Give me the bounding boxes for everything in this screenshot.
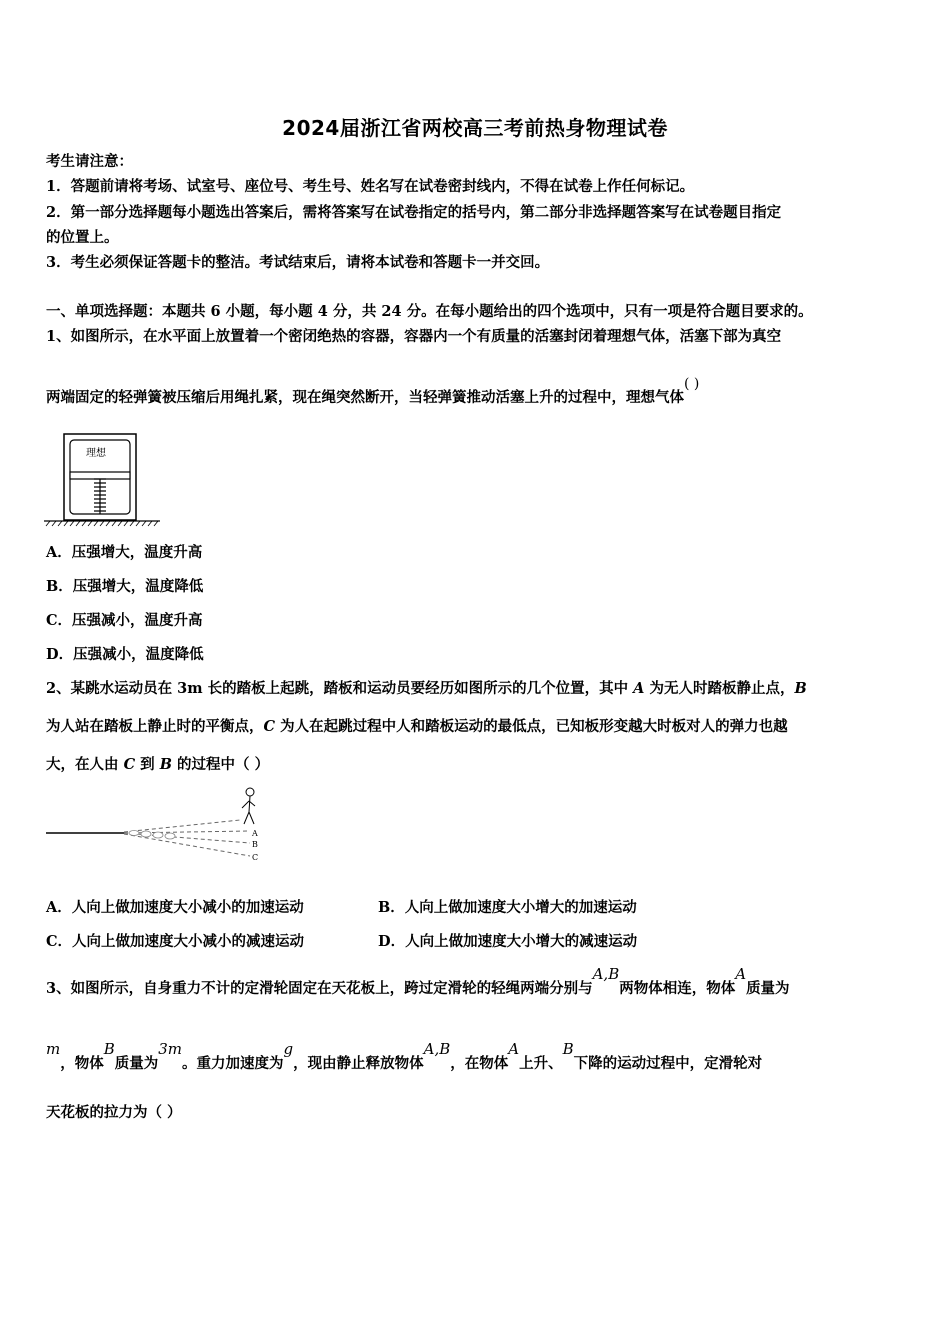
q1-option-a: A．压强增大，温度升高 — [46, 544, 203, 561]
q2-text-2a: 为人站在踏板上静止时的平衡点， — [46, 718, 264, 735]
q1-container-figure — [44, 432, 160, 528]
q2-option-b: B．人向上做加速度大小增大的加速运动 — [378, 899, 637, 916]
q2-point-c-2: C — [123, 756, 136, 773]
q2-text-3a: 大，在人由 — [46, 756, 124, 773]
q3-math-g: g — [283, 1040, 294, 1058]
notice-item-2-cont: 的位置上。 — [46, 229, 119, 246]
q2-point-a: A — [633, 680, 645, 697]
q2-text-3b: 到 — [135, 756, 160, 773]
q2-stem-line3 — [46, 755, 269, 775]
q2-text-1b: 为无人时踏板静止点， — [644, 680, 795, 697]
notice-item-2: 2．第一部分选择题每小题选出答案后，需将答案写在试卷指定的括号内，第二部分非选择题答案写在试卷题目指定 — [46, 204, 782, 221]
q3-text-1a: 3、如图所示，自身重力不计的定滑轮固定在天花板上，跨过定滑轮的轻绳两端分别与 — [46, 980, 593, 997]
q3-math-b-2: B — [562, 1040, 574, 1058]
q3-text-2c: 。重力加速度为 — [182, 1055, 284, 1072]
q3-math-ab: A,B — [592, 965, 620, 983]
q1-stem-line2 — [46, 376, 700, 408]
q3-text-1c: 质量为 — [746, 980, 790, 997]
q3-stem-line3: 天花板的拉力为（ ） — [46, 1104, 182, 1121]
q3-math-3m: 3m — [158, 1040, 183, 1058]
q3-math-m: m — [46, 1040, 61, 1058]
q2-fig-label-b: B — [252, 840, 258, 849]
q3-text-2g: 下降的运动过程中，定滑轮对 — [573, 1055, 763, 1072]
q3-text-2d: ，现由静止释放物体 — [293, 1055, 424, 1072]
q3-text-2f: 上升、 — [519, 1055, 563, 1072]
q2-option-a: A．人向上做加速度大小减小的加速运动 — [46, 899, 304, 916]
q3-text-1b: 两物体相连，物体 — [619, 980, 736, 997]
q3-stem-line2 — [46, 1040, 763, 1074]
exam-title: 2024届浙江省两校高三考前热身物理试卷 — [282, 116, 668, 140]
q3-math-ab-2: A,B — [423, 1040, 451, 1058]
q3-stem-line1 — [46, 965, 790, 999]
q2-point-c: C — [263, 718, 276, 735]
q3-math-b: B — [103, 1040, 115, 1058]
q2-text-2b: 为人在起跳过程中人和踏板运动的最低点，已知板形变越大时板对人的弹力也越 — [275, 718, 788, 735]
q1-stem-line1: 1、如图所示，在水平面上放置着一个密闭绝热的容器，容器内一个有质量的活塞封闭着理想气体，活塞下部为真空 — [46, 328, 782, 345]
q1-stem-text: 两端固定的轻弹簧被压缩后用绳扎紧，现在绳突然断开，当轻弹簧推动活塞上升的过程中，理想气体 — [46, 389, 684, 406]
q2-fig-label-a: A — [252, 829, 258, 838]
q2-point-b-2: B — [159, 756, 172, 773]
q2-text-1a: 2、某跳水运动员在 3m 长的踏板上起跳，踏板和运动员要经历如图所示的几个位置，其中 — [46, 680, 634, 697]
q3-math-a: A — [735, 965, 747, 983]
q3-math-a-2: A — [508, 1040, 520, 1058]
q2-stem-line2 — [46, 717, 788, 737]
q1-answer-paren: ( ) — [684, 376, 700, 392]
q2-option-c: C．人向上做加速度大小减小的减速运动 — [46, 933, 305, 950]
notice-item-3: 3．考生必须保证答题卡的整洁。考试结束后，请将本试卷和答题卡一并交回。 — [46, 254, 550, 271]
q2-point-b: B — [794, 680, 807, 697]
q2-stem-line1 — [46, 679, 807, 699]
q1-figure-label: 理想 — [86, 448, 106, 459]
q1-option-b: B．压强增大，温度降低 — [46, 578, 204, 595]
q1-option-d: D．压强减小，温度降低 — [46, 646, 204, 663]
q3-text-2b: 质量为 — [114, 1055, 159, 1072]
q2-springboard-figure — [44, 784, 264, 866]
section-heading: 一、单项选择题：本题共 6 小题，每小题 4 分，共 24 分。在每小题给出的四个选项中，只有一项是符合题目要求的。 — [46, 303, 813, 320]
q3-text-2e: ，在物体 — [450, 1055, 509, 1072]
q3-text-2a: ，物体 — [60, 1055, 104, 1072]
notice-item-1: 1．答题前请将考场、试室号、座位号、考生号、姓名写在试卷密封线内，不得在试卷上作任何标记。 — [46, 178, 695, 195]
q2-text-3c: 的过程中（ ） — [171, 756, 270, 773]
q2-option-d: D．人向上做加速度大小增大的减速运动 — [378, 933, 638, 950]
notice-heading: 考生请注意： — [46, 153, 133, 170]
q1-option-c: C．压强减小，温度升高 — [46, 612, 203, 629]
q2-fig-label-c: C — [252, 853, 259, 862]
